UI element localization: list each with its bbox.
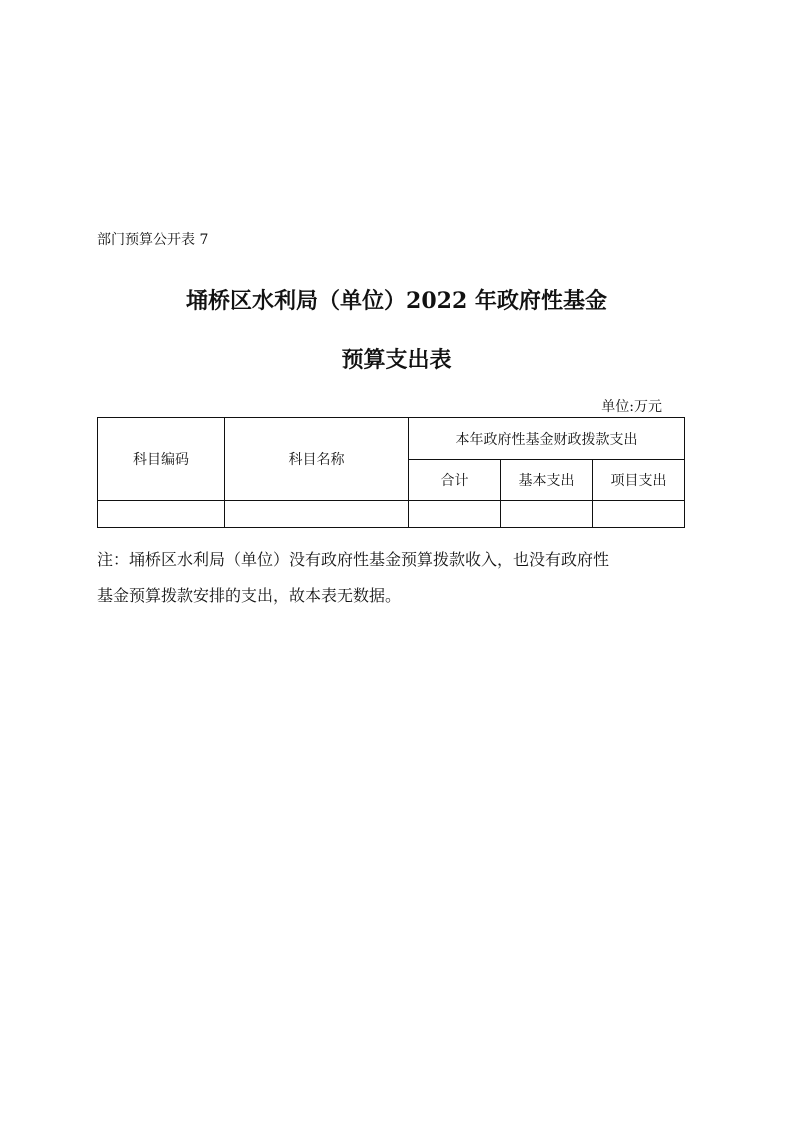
cell-total	[409, 501, 501, 528]
page-title: 埇桥区水利局（单位）2022 年政府性基金	[186, 288, 607, 314]
unit-label: 单位:万元	[601, 399, 662, 415]
header-subject-name: 科目名称	[225, 418, 409, 501]
table-row	[98, 501, 685, 528]
cell-basic	[501, 501, 593, 528]
header-fund-expenditure: 本年政府性基金财政拨款支出	[409, 418, 685, 460]
cell-name	[225, 501, 409, 528]
doc-label: 部门预算公开表 7	[97, 232, 209, 248]
header-total: 合计	[409, 460, 501, 501]
page-subtitle: 预算支出表	[341, 347, 452, 373]
budget-table	[97, 417, 685, 528]
note-line-2: 基金预算拨款安排的支出，故本表无数据。	[97, 586, 402, 605]
note-line-1: 注：埇桥区水利局（单位）没有政府性基金预算拨款收入，也没有政府性	[97, 550, 610, 569]
cell-project	[593, 501, 685, 528]
cell-code	[98, 501, 225, 528]
header-basic-expenditure: 基本支出	[501, 460, 593, 501]
note	[97, 542, 697, 614]
header-subject-code: 科目编码	[98, 418, 225, 501]
header-project-expenditure: 项目支出	[593, 460, 685, 501]
